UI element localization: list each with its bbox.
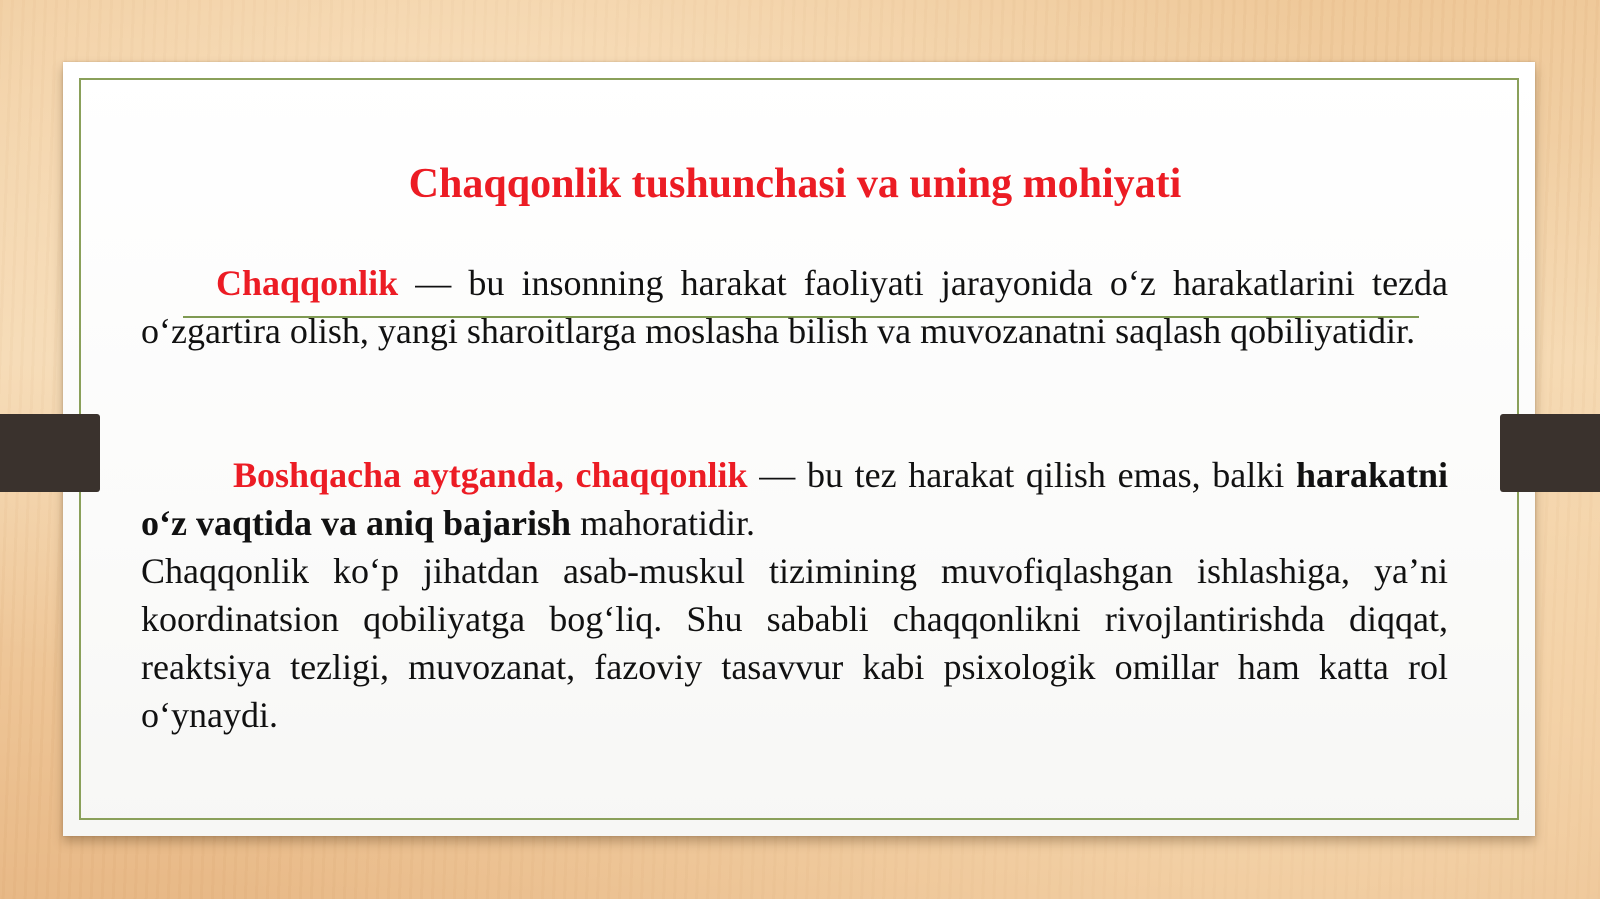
right-binder-clip: [1500, 414, 1600, 492]
coordination-paragraph: Chaqqonlik ko‘p jihatdan asab-muskul tizimining muvofiqlashgan ishlashiga, ya’ni koordinatsion qobiliyatga bog‘liq. Shu sababli chaqqonlikni rivojlantirishda diqqat, reaktsiya tezligi, muvozanat, fazoviy tasavvur kabi psixologik omillar ham katta rol o‘ynaydi.: [141, 551, 1448, 735]
restatement-lead: Boshqacha aytganda, chaqqonlik: [233, 455, 748, 495]
restatement-text: — bu tez harakat qilish emas, balki: [747, 455, 1296, 495]
restatement-paragraph: [141, 451, 1448, 547]
restatement-tail: mahoratidir.: [571, 503, 756, 543]
definition-text: — bu insonning harakat faoliyati jarayonida o‘z harakatlarini tezda o‘zgartira olish, yangi sharoitlarga moslasha bilish va muvozanatni saqlash qobiliyatidir.: [141, 263, 1448, 351]
slide-title: Chaqqonlik tushunchasi va uning mohiyati: [408, 161, 1182, 207]
left-binder-clip: [0, 414, 100, 492]
definition-term: Chaqqonlik: [216, 263, 399, 303]
restatement-emphasis: harakatni o‘z vaqtida va aniq bajarish: [141, 455, 1449, 543]
definition-paragraph: [141, 259, 1448, 355]
